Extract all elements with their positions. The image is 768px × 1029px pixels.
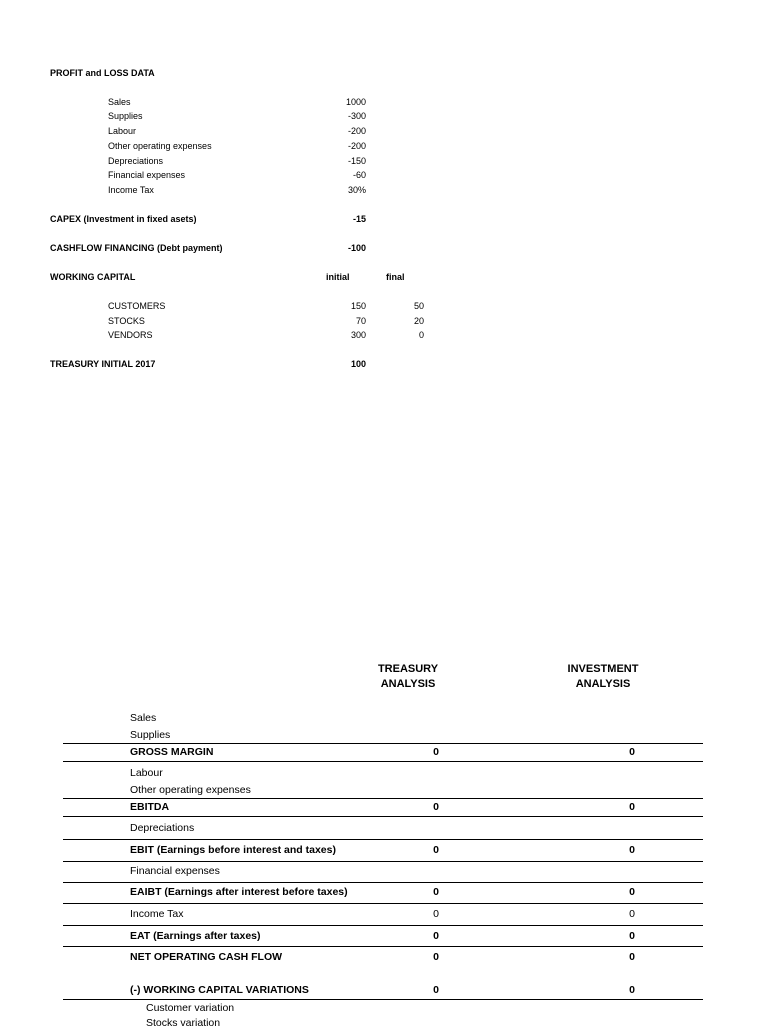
analysis-row-label: Labour bbox=[130, 767, 163, 779]
pl-label-sales: Sales bbox=[108, 97, 131, 107]
analysis-row-label: EBIT (Earnings before interest and taxes) bbox=[130, 844, 336, 856]
investment-value: 0 bbox=[629, 801, 635, 813]
analysis-row-label: (-) WORKING CAPITAL VARIATIONS bbox=[130, 984, 309, 996]
analysis-row-label: Financial expenses bbox=[130, 865, 220, 877]
pl-label-depreciations: Depreciations bbox=[108, 156, 164, 166]
wc-final-customers: 50 bbox=[413, 301, 424, 311]
row-divider bbox=[63, 798, 703, 799]
wc-label-stocks: STOCKS bbox=[108, 316, 145, 326]
pl-value-labour: -200 bbox=[347, 126, 366, 136]
analysis-row-label: GROSS MARGIN bbox=[130, 746, 214, 758]
analysis-row-label: EAIBT (Earnings after interest before taxes) bbox=[130, 886, 348, 898]
treasury-initial-label: TREASURY INITIAL 2017 bbox=[50, 359, 156, 369]
treasury-value: 0 bbox=[433, 908, 439, 920]
pl-value-income-tax: 30% bbox=[347, 185, 366, 195]
analysis-row-label: Income Tax bbox=[130, 908, 184, 920]
pl-value-financial-expenses: -60 bbox=[352, 170, 366, 180]
analysis-row-label: Other operating expenses bbox=[130, 784, 251, 796]
pl-label-labour: Labour bbox=[108, 126, 137, 136]
analysis-row-label: Sales bbox=[130, 712, 157, 724]
pl-label-income-tax: Income Tax bbox=[108, 185, 154, 195]
investment-value: 0 bbox=[629, 984, 635, 996]
treasury-value: 0 bbox=[433, 951, 439, 963]
row-divider bbox=[63, 925, 703, 926]
pl-value-sales: 1000 bbox=[345, 97, 366, 107]
wc-initial-vendors: 300 bbox=[350, 330, 366, 340]
treasury-value: 0 bbox=[433, 984, 439, 996]
pl-label-supplies: Supplies bbox=[108, 111, 143, 121]
row-divider bbox=[63, 743, 703, 744]
treasury-value: 0 bbox=[433, 930, 439, 942]
row-divider bbox=[63, 816, 703, 817]
analysis-row-label: EAT (Earnings after taxes) bbox=[130, 930, 261, 942]
investment-value: 0 bbox=[629, 930, 635, 942]
treasury-initial-value: 100 bbox=[350, 359, 366, 369]
analysis-row-label: NET OPERATING CASH FLOW bbox=[130, 951, 283, 963]
pl-label-financial-expenses: Financial expenses bbox=[108, 170, 186, 180]
cashflow-financing-label: CASHFLOW FINANCING (Debt payment) bbox=[50, 243, 223, 253]
wc-initial-stocks: 70 bbox=[355, 316, 366, 326]
wc-label-customers: CUSTOMERS bbox=[108, 301, 166, 311]
row-divider bbox=[63, 999, 703, 1000]
wc-label-vendors: VENDORS bbox=[108, 330, 153, 340]
pl-value-depreciations: -150 bbox=[347, 156, 366, 166]
pl-title: PROFIT and LOSS DATA bbox=[50, 68, 155, 78]
analysis-row-label: Customer variation bbox=[146, 1002, 235, 1014]
row-divider bbox=[63, 903, 703, 904]
analysis-row-label: Stocks variation bbox=[146, 1017, 221, 1029]
wc-final-vendors: 0 bbox=[418, 330, 424, 340]
wc-initial-customers: 150 bbox=[350, 301, 366, 311]
capex-label: CAPEX (Investment in fixed asets) bbox=[50, 214, 197, 224]
row-divider bbox=[63, 946, 703, 947]
treasury-value: 0 bbox=[433, 886, 439, 898]
pl-value-supplies: -300 bbox=[347, 111, 366, 121]
pl-label-other-operating-expenses: Other operating expenses bbox=[108, 141, 212, 151]
investment-value: 0 bbox=[629, 844, 635, 856]
row-divider bbox=[63, 861, 703, 862]
pl-value-other-operating-expenses: -200 bbox=[347, 141, 366, 151]
wc-final-stocks: 20 bbox=[413, 316, 424, 326]
row-divider bbox=[63, 761, 703, 762]
treasury-analysis-header: TREASURY ANALYSIS bbox=[377, 663, 439, 690]
analysis-row-label: EBITDA bbox=[130, 801, 170, 813]
row-divider bbox=[63, 882, 703, 883]
working-capital-title: WORKING CAPITAL bbox=[50, 272, 136, 282]
treasury-value: 0 bbox=[433, 746, 439, 758]
investment-value: 0 bbox=[629, 908, 635, 920]
investment-value: 0 bbox=[629, 746, 635, 758]
row-divider bbox=[63, 839, 703, 840]
capex-value: -15 bbox=[352, 214, 366, 224]
treasury-value: 0 bbox=[433, 844, 439, 856]
working-capital-col-initial: initial bbox=[326, 272, 350, 282]
working-capital-col-final: final bbox=[386, 272, 405, 282]
analysis-row-label: Depreciations bbox=[130, 822, 195, 834]
analysis-row-label: Supplies bbox=[130, 729, 171, 741]
cashflow-financing-value: -100 bbox=[347, 243, 366, 253]
treasury-value: 0 bbox=[433, 801, 439, 813]
investment-analysis-header: INVESTMENT ANALYSIS bbox=[567, 663, 639, 690]
investment-value: 0 bbox=[629, 886, 635, 898]
investment-value: 0 bbox=[629, 951, 635, 963]
